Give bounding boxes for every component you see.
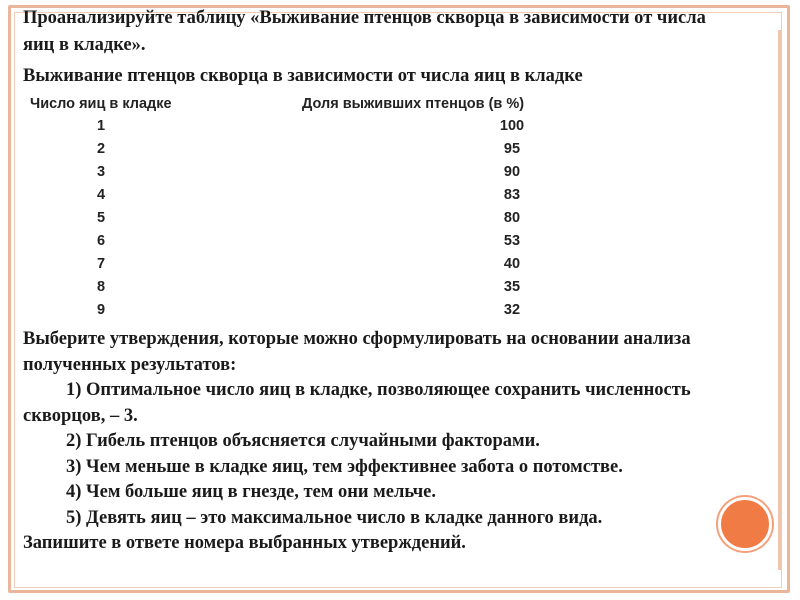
cell-eggs: 1 bbox=[96, 117, 106, 134]
table-caption: Выживание птенцов скворца в зависимости от числа яиц в кладке bbox=[23, 66, 583, 86]
cell-survival: 100 bbox=[499, 117, 525, 134]
header-survival-share: Доля выживших птенцов (в %) bbox=[302, 95, 525, 112]
table-row bbox=[30, 299, 602, 322]
table-row bbox=[30, 114, 602, 137]
table-row bbox=[30, 160, 602, 183]
question-block bbox=[23, 327, 753, 557]
question-intro: Выберите утверждения, которые можно сформулировать на основании анализа полученных результатов: bbox=[23, 329, 691, 375]
cell-survival: 83 bbox=[503, 186, 521, 203]
cell-survival: 95 bbox=[503, 140, 521, 157]
cell-eggs: 3 bbox=[96, 163, 106, 180]
cell-survival: 80 bbox=[503, 209, 521, 226]
table-header-row bbox=[30, 93, 602, 114]
table-row bbox=[30, 276, 602, 299]
option-5: 5) Девять яиц – это максимальное число в кладке данного вида. bbox=[66, 507, 603, 528]
cell-eggs: 2 bbox=[96, 140, 106, 157]
slide-title: Проанализируйте таблицу «Выживание птенцов скворца в зависимости от числа яиц в кладке». bbox=[23, 8, 706, 55]
option-4: 4) Чем больше яиц в гнезде, тем они мельче. bbox=[66, 482, 436, 502]
table-row bbox=[30, 206, 602, 229]
cell-survival: 40 bbox=[503, 256, 521, 273]
option-2: 2) Гибель птенцов объясняется случайными факторами. bbox=[66, 431, 540, 451]
option-1: 1) Оптимальное число яиц в кладке, позволяющее сохранить численность скворцов, – 3. bbox=[23, 380, 691, 426]
cell-survival: 35 bbox=[503, 279, 521, 296]
option-3: 3) Чем меньше в кладке яиц, тем эффективнее забота о потомстве. bbox=[66, 456, 623, 477]
cell-eggs: 9 bbox=[96, 302, 106, 319]
table-row bbox=[30, 253, 602, 276]
table-row bbox=[30, 229, 602, 252]
decorative-orange-circle bbox=[718, 497, 772, 551]
header-eggs-count: Число яиц в кладке bbox=[30, 95, 172, 112]
question-instruction: Запишите в ответе номера выбранных утверждений. bbox=[23, 533, 466, 553]
cell-survival: 90 bbox=[503, 163, 521, 180]
cell-eggs: 6 bbox=[96, 233, 106, 250]
cell-survival: 32 bbox=[503, 302, 521, 319]
survival-table bbox=[30, 93, 602, 322]
cell-eggs: 4 bbox=[96, 186, 106, 203]
cell-eggs: 8 bbox=[96, 279, 106, 296]
cell-survival: 53 bbox=[503, 233, 521, 250]
cell-eggs: 5 bbox=[96, 209, 106, 226]
slide-accent-line bbox=[778, 30, 781, 570]
cell-eggs: 7 bbox=[96, 256, 106, 273]
table-row bbox=[30, 137, 602, 160]
table-row bbox=[30, 183, 602, 206]
